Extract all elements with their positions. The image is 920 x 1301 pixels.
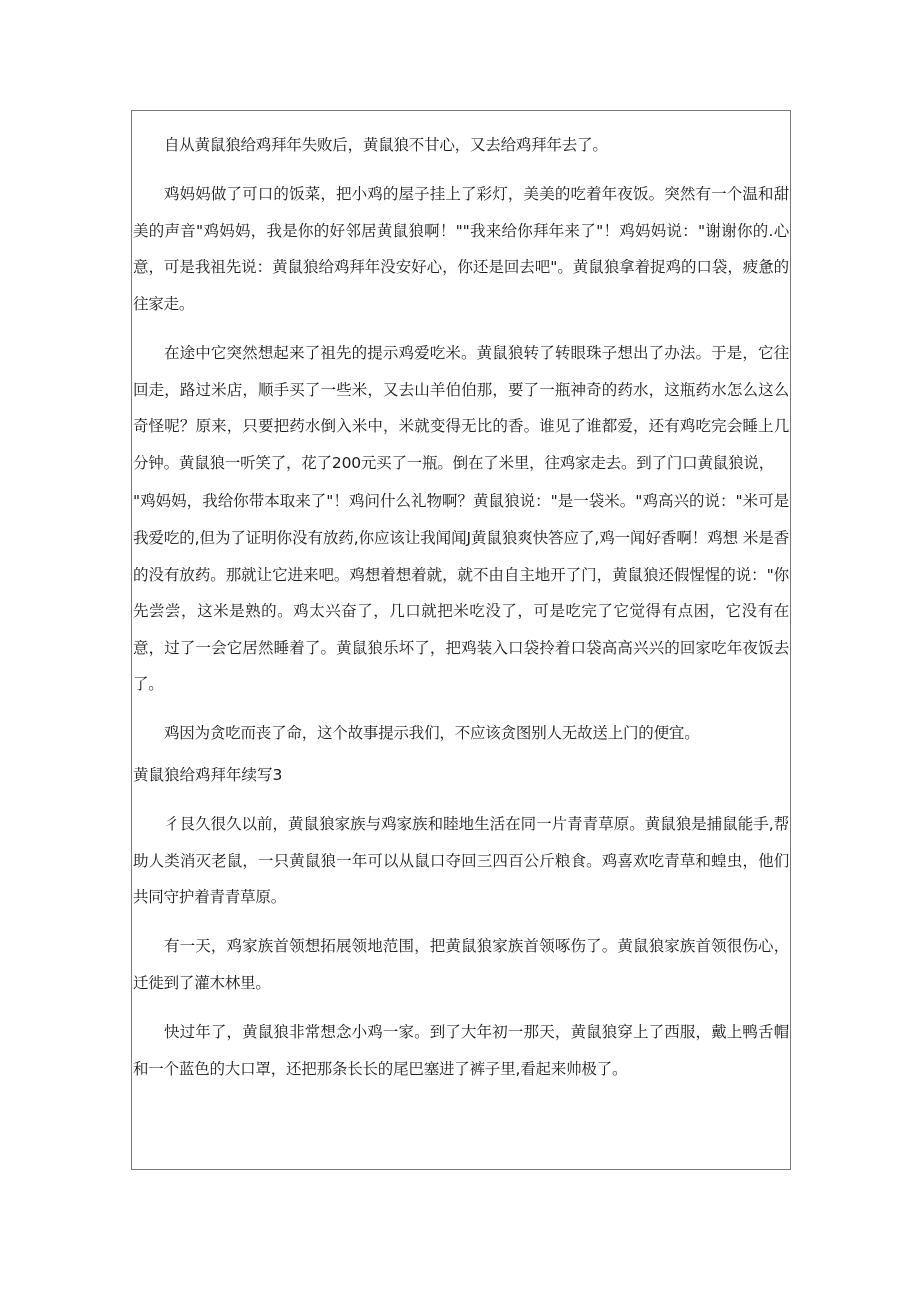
- document-body: [133, 112, 789, 1087]
- paragraph-8: 快过年了，黄鼠狼非常想念小鸡一家。到了大年初一那天，黄鼠狼穿上了西服，戴上鸭舌帽和一个蓝色的大口罩，还把那条长长的尾巴塞进了裤子里,看起来帅极了。: [133, 1023, 789, 1078]
- paragraph-6: 彳艮久很久以前，黄鼠狼家族与鸡家族和睦地生活在同一片青青草原。黄鼠狼是捕鼠能手,帮助人类消灭老鼠，一只黄鼠狼一年可以从鼠口夺回三四百公斤粮食。鸡喜欢吃青草和蝗虫，他们共同守护着青青草原。: [133, 815, 789, 907]
- paragraph-1: 自从黄鼠狼给鸡拜年失败后，黄鼠狼不甘心，又去给鸡拜年去了。: [164, 136, 608, 154]
- section-heading: 黄鼠狼给鸡拜年续写3: [133, 766, 283, 784]
- paragraph-5: 鸡因为贪吃而丧了命，这个故事提示我们，不应该贪图别人无故送上门的便宜。: [164, 724, 700, 743]
- paragraph-3: 在途中它突然想起来了祖先的提示鸡爱吃米。黄鼠狼转了转眼珠子想出了办法。于是，它往回走，路过米店，顺手买了一些米，又去山羊伯伯那，要了一瓶神奇的药水，这瓶药水怎么这么奇怪呢？原来，只要把药水倒入米中，米就变得无比的香。谁见了谁都爱，还有鸡吃完会睡上几分钟。黄鼠狼一听笑了，花了200元买了一瓶。倒在了米里，往鸡家走去。到了门口黄鼠狼说，: [133, 343, 789, 472]
- paragraph-4: "鸡妈妈，我给你带本取来了"！鸡问什么礼物啊？黄鼠狼说："是一袋米。"鸡高兴的说："米可是我爱吃的,但为了证明你没有放药,你应该让我闻闻J黄鼠狼爽快答应了,鸡一闻好香啊！鸡想 米是香的没有放药。那就让它进来吧。鸡想着想着就，就不由自主地开了门，黄鼠狼还假惺惺的说："你先尝尝，这米是熟的。鸡太兴奋了，几口就把米吃没了，可是吃完了它觉得有点困，它没有在意，过了一会它居然睡着了。黄鼠狼乐坏了，把鸡装入口袋拎着口袋高高兴兴的回家吃年夜饭去了。: [133, 492, 789, 694]
- paragraph-2: 鸡妈妈做了可口的饭菜，把小鸡的屋子挂上了彩灯，美美的吃着年夜饭。突然有一个温和甜美的声音"鸡妈妈，我是你的好邻居黄鼠狼啊！""我来给你拜年来了"！鸡妈妈说："谢谢你的.心意，可是我祖先说：黄鼠狼给鸡拜年没安好心，你还是回去吧"。黄鼠狼拿着捉鸡的口袋，疲惫的往家走。: [133, 185, 789, 313]
- paragraph-7: 有一天，鸡家族首领想拓展领地范围，把黄鼠狼家族首领啄伤了。黄鼠狼家族首领很伤心，迁徙到了灌木林里。: [133, 937, 789, 992]
